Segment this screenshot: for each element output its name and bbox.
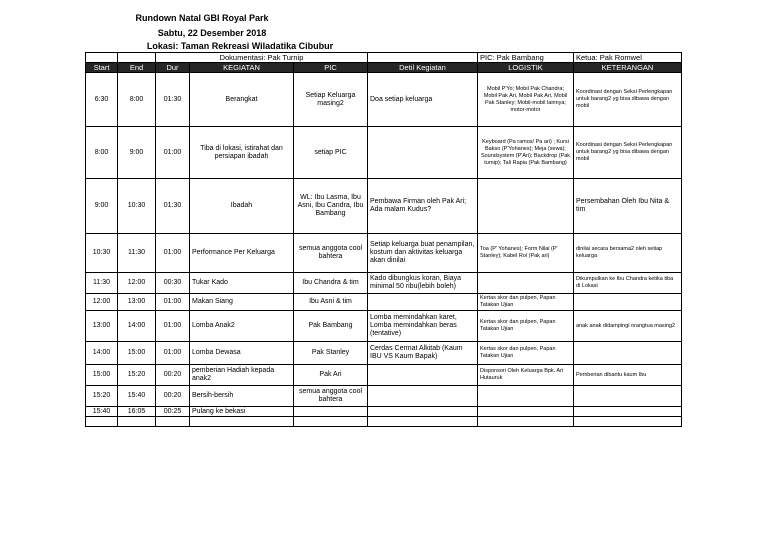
cell-kegiatan: Tiba di lokasi, istirahat dan persiapan ibadah	[190, 127, 294, 179]
cell-detil: Cerdas Cermat Alkitab (Kaum IBU VS Kaum Bapak)	[368, 342, 478, 365]
cell-dur: 01:00	[156, 311, 190, 342]
cell-detil: Lomba memindahkan karet, Lomba memindahkan beras (tentative)	[368, 311, 478, 342]
cell-pic: setiap PIC	[294, 127, 368, 179]
cell-pic: WL: Ibu Lasma, Ibu Asni, Ibu Candra, Ibu Bambang	[294, 179, 368, 234]
cell-start: 12:00	[86, 294, 118, 311]
cell-keterangan: Dikumpulkan ke Ibu Chandra ketika tiba di Lokasi	[574, 273, 682, 294]
table-row	[86, 386, 682, 407]
cell-pic: Ibu Asni & tim	[294, 294, 368, 311]
cell-detil: Pembawa Firman oleh Pak Ari; Ada malam Kudus?	[368, 179, 478, 234]
cell-end: 14:00	[118, 311, 156, 342]
cell-keterangan	[574, 294, 682, 311]
rundown-table	[85, 52, 682, 427]
cell-pic: Setiap Keluarga masing2	[294, 73, 368, 127]
cell-dur: 01:00	[156, 342, 190, 365]
cell-kegiatan: Ibadah	[190, 179, 294, 234]
cell-logistik	[478, 407, 574, 417]
cell-end: 13:00	[118, 294, 156, 311]
cell-kegiatan: Tukar Kado	[190, 273, 294, 294]
cell-start: 15:20	[86, 386, 118, 407]
cell-keterangan: anak anak didampingi orangtua masing2	[574, 311, 682, 342]
cell-dur: 01:30	[156, 73, 190, 127]
cell-start: 14:00	[86, 342, 118, 365]
cell-dur: 00:20	[156, 365, 190, 386]
cell-dur: 00:30	[156, 273, 190, 294]
table-row	[86, 342, 682, 365]
cell-start: 15:40	[86, 407, 118, 417]
cell-logistik: Disponsori Oleh Keluarga Bpk. Ari Hutauruk	[478, 365, 574, 386]
header-keterangan: KETERANGAN	[574, 63, 682, 73]
cell-start: 9:00	[86, 179, 118, 234]
ketua-cell: Ketua: Pak Romwel	[574, 53, 682, 63]
cell-pic: Ibu Chandra & tim	[294, 273, 368, 294]
pic-cell: PIC: Pak Bambang	[478, 53, 574, 63]
table-row	[86, 273, 682, 294]
empty-row	[86, 417, 682, 427]
cell-kegiatan: Lomba Anak2	[190, 311, 294, 342]
cell-keterangan	[574, 342, 682, 365]
header-pic: PIC	[294, 63, 368, 73]
cell-logistik	[478, 273, 574, 294]
cell-dur: 01:00	[156, 234, 190, 273]
cell-start: 13:00	[86, 311, 118, 342]
cell-logistik: Kertas skor dan pulpen, Papan Tatakan Ujian	[478, 342, 574, 365]
cell-logistik: Kertas skor dan pulpen, Papan Tatakan Ujian	[478, 294, 574, 311]
cell-end: 11:30	[118, 234, 156, 273]
cell-start: 6:30	[86, 73, 118, 127]
cell-end: 10:30	[118, 179, 156, 234]
cell-keterangan: Koordinasi dengan Seksi Perlengkapan untuk barang2 yg bisa dibawa dengan mobil	[574, 73, 682, 127]
cell-logistik: Keyboard (Pa ramos/ Pa ari) ; Kursi Bakso (P'Yohanes); Meja (sewa); Soundsystem (P'Ari); Backdrop (Pak turnip); Tali Rapia (Pak Bambang)	[478, 127, 574, 179]
cell-keterangan	[574, 386, 682, 407]
cell-keterangan	[574, 407, 682, 417]
cell-logistik: Mobil P'Yo; Mobil Pak Chandra; Mobil Pak Ari, Mobil Pak Ari, Mobil Pak Stanley; Mobil-mobil lainnya; motor-motor	[478, 73, 574, 127]
doc-date: Sabtu, 22 Desember 2018	[157, 28, 267, 38]
cell-logistik: Kertas skor dan pulpen, Papan Tatakan Ujian	[478, 311, 574, 342]
cell-dur: 01:00	[156, 127, 190, 179]
cell-kegiatan: Makan Siang	[190, 294, 294, 311]
table-row	[86, 127, 682, 179]
cell-kegiatan: pemberian Hadiah kepada anak2	[190, 365, 294, 386]
cell-detil	[368, 386, 478, 407]
cell-end: 8:00	[118, 73, 156, 127]
cell-kegiatan: Performance Per Keluarga	[190, 234, 294, 273]
cell-end: 15:00	[118, 342, 156, 365]
cell-end: 9:00	[118, 127, 156, 179]
cell-detil: Kado dibungkus koran, Biaya minimal 50 ribu(lebih boleh)	[368, 273, 478, 294]
cell-detil	[368, 407, 478, 417]
cell-dur: 00:25	[156, 407, 190, 417]
cell-start: 8:00	[86, 127, 118, 179]
header-row	[86, 63, 682, 73]
cell-pic: semua anggota cool bahtera	[294, 234, 368, 273]
cell-start: 10:30	[86, 234, 118, 273]
header-kegiatan: KEGIATAN	[190, 63, 294, 73]
header-end: End	[118, 63, 156, 73]
cell-keterangan: dinilai secara bersama2 oleh setiap keluarga	[574, 234, 682, 273]
dokumentasi-cell: Dokumentasi: Pak Turnip	[156, 53, 368, 63]
cell-detil	[368, 294, 478, 311]
doc-title: Rundown Natal GBI Royal Park	[135, 13, 269, 23]
cell-detil	[368, 127, 478, 179]
table-row	[86, 294, 682, 311]
cell-kegiatan: Pulang ke bekasi	[190, 407, 294, 417]
table-row	[86, 234, 682, 273]
cell-pic: Pak Bambang	[294, 311, 368, 342]
cell-pic: Pak Stanley	[294, 342, 368, 365]
cell-end: 16:05	[118, 407, 156, 417]
doc-location: Lokasi: Taman Rekreasi Wiladatika Cibubur	[146, 41, 334, 51]
table-row	[86, 311, 682, 342]
cell-start: 15:00	[86, 365, 118, 386]
cell-end: 12:00	[118, 273, 156, 294]
header-start: Start	[86, 63, 118, 73]
cell-pic	[294, 407, 368, 417]
cell-dur: 01:30	[156, 179, 190, 234]
cell-end: 15:20	[118, 365, 156, 386]
cell-dur: 00:20	[156, 386, 190, 407]
header-logistik: LOGISTIK	[478, 63, 574, 73]
cell-kegiatan: Bersih-bersih	[190, 386, 294, 407]
cell-keterangan: Koordinasi dengan Seksi Perlengkapan untuk barang2 yg bisa dibawa dengan mobil	[574, 127, 682, 179]
header-dur: Dur	[156, 63, 190, 73]
cell-start: 11:30	[86, 273, 118, 294]
cell-logistik	[478, 386, 574, 407]
table-row	[86, 365, 682, 386]
table-row	[86, 407, 682, 417]
cell-pic: semua anggota cool bahtera	[294, 386, 368, 407]
cell-kegiatan: Berangkat	[190, 73, 294, 127]
cell-pic: Pak Ari	[294, 365, 368, 386]
table-row	[86, 179, 682, 234]
cell-detil: Setiap keluarga buat penampilan, kostum dan aktivitas keluarga akan dinilai	[368, 234, 478, 273]
responsibility-row	[86, 53, 682, 63]
cell-kegiatan: Lomba Dewasa	[190, 342, 294, 365]
cell-keterangan: Persembahan Oleh Ibu Nita & tim	[574, 179, 682, 234]
cell-logistik	[478, 179, 574, 234]
cell-keterangan: Pemberian dibantu kaum Ibu	[574, 365, 682, 386]
cell-logistik: Toa (P' Yohanes); Form Nilai (P' Stanley); Kabel Rol (Pak ari)	[478, 234, 574, 273]
cell-dur: 01:00	[156, 294, 190, 311]
cell-detil	[368, 365, 478, 386]
cell-end: 15:40	[118, 386, 156, 407]
cell-detil: Doa setiap keluarga	[368, 73, 478, 127]
header-detil: Detil Kegiatan	[368, 63, 478, 73]
table-row	[86, 73, 682, 127]
